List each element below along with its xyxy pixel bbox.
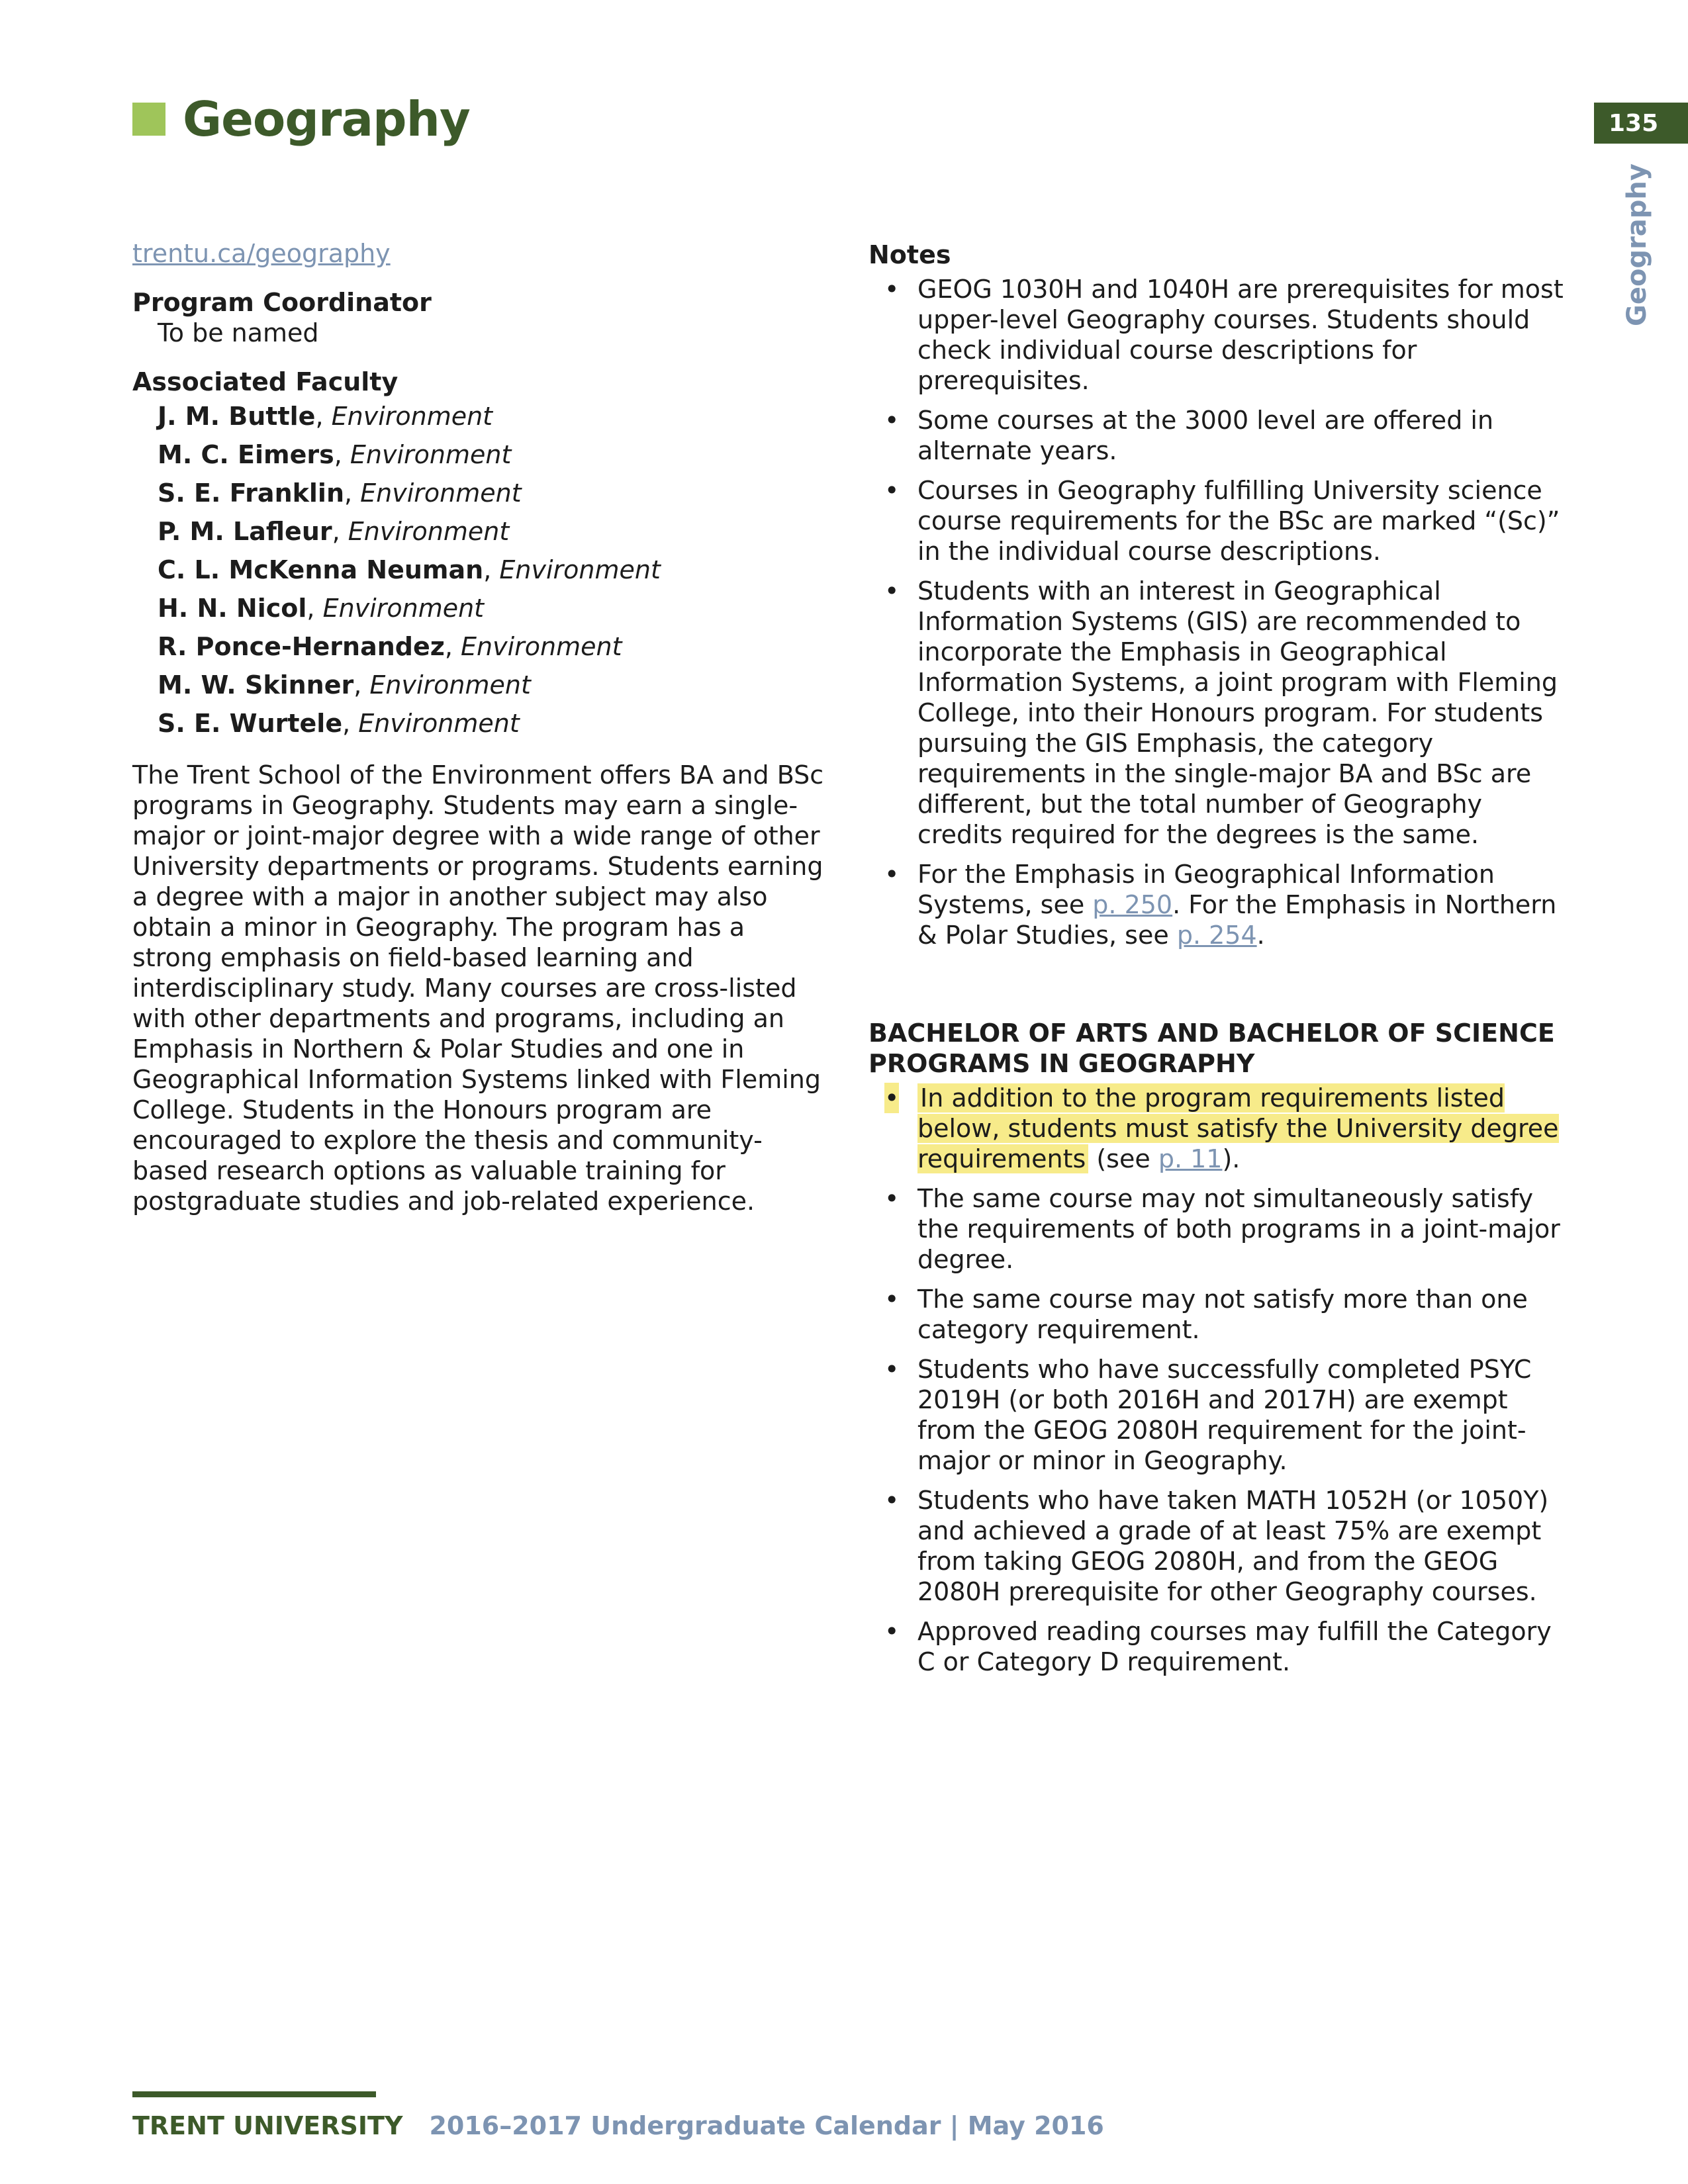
website-link[interactable]: trentu.ca/geography [132, 239, 391, 268]
side-tab-label: Geography [1622, 163, 1652, 326]
faculty-dept: Environment [360, 478, 522, 508]
title-square-icon [132, 103, 165, 136]
program-intro: The Trent School of the Environment offers BA and BSc programs in Geography. Students may earn a single-major or joint-major degree with a wide range of other University departments or programs. Students earning a degree with a major in another subject may also obtain a minor in Geography. The program has a strong emphasis on field-based learning and interdisciplinary study. Many courses are cross-listed with other departments and programs, including an Emphasis in Northern & Polar Studies and one in Geographical Information Systems linked with Fleming College. Students in the Honours program are encouraged to explore the thesis and community-based research options as valuable training for postgraduate studies and job-related experience. [132, 760, 824, 1216]
faculty-dept: Environment [499, 555, 661, 584]
faculty-dept: Environment [350, 440, 512, 469]
faculty-dept: Environment [358, 709, 520, 738]
requirement-item [868, 1183, 1570, 1275]
bullet-icon: • [884, 1285, 900, 1314]
faculty-item: S. E. Franklin, Environment [158, 478, 522, 508]
bullet-icon: • [884, 1617, 900, 1646]
bullet-icon: • [884, 1355, 900, 1384]
note-text: Students with an interest in Geographical Information Systems (GIS) are recommended to incorporate the Emphasis in Geographical Information Systems, a joint program with Fleming College, into their Honours program. For students pursuing the GIS Emphasis, the category requirements in the single-major BA and BSc are different, but the total number of Geography credits required for the degrees is the same. [917, 576, 1558, 849]
faculty-item: M. C. Eimers, Environment [158, 440, 512, 469]
note-text-part: For the Emphasis in Geographical Information Systems, see [917, 860, 1495, 919]
bullet-icon: • [884, 1083, 900, 1113]
faculty-list [132, 397, 827, 743]
note-item [868, 274, 1570, 396]
page-11-link[interactable]: p. 11 [1158, 1144, 1223, 1173]
page-254-link[interactable]: p. 254 [1176, 921, 1257, 950]
page-250-link[interactable]: p. 250 [1092, 890, 1173, 919]
faculty-name: H. N. Nicol [158, 594, 307, 623]
note-item [868, 859, 1570, 950]
ba-bsc-heading [868, 1018, 1570, 1079]
faculty-dept: Environment [331, 402, 493, 431]
note-text: Courses in Geography fulfilling University science course requirements for the BSc are marked “(Sc)” in the individual course descriptions. [917, 476, 1560, 566]
faculty-dept: Environment [461, 632, 622, 661]
faculty-item: J. M. Buttle, Environment [158, 402, 493, 431]
coordinator-label: Program Coordinator [132, 288, 432, 317]
requirement-text: The same course may not simultaneously satisfy the requirements of both programs in a joint-major degree. [917, 1184, 1560, 1274]
faculty-name: R. Ponce-Hernandez [158, 632, 445, 661]
note-text-part: . For the Emphasis in Northern & Polar Studies, see [917, 890, 1557, 950]
faculty-name: C. L. McKenna Neuman [158, 555, 484, 584]
faculty-name: M. W. Skinner [158, 670, 354, 700]
faculty-label: Associated Faculty [132, 367, 399, 396]
note-text: GEOG 1030H and 1040H are prerequisites for most upper-level Geography courses. Students should check individual course descriptions for prerequisites. [917, 275, 1564, 395]
footer [132, 2111, 1104, 2140]
bullet-icon: • [884, 1184, 900, 1213]
requirement-text: Students who have taken MATH 1052H (or 1050Y) and achieved a grade of at least 75% are exempt from taking GEOG 2080H, and from the GEOG 2080H prerequisite for other Geography courses. [917, 1486, 1549, 1606]
faculty-item: S. E. Wurtele, Environment [158, 709, 520, 738]
faculty-item: M. W. Skinner, Environment [158, 670, 531, 700]
page-header [132, 89, 470, 149]
bullet-icon: • [884, 476, 900, 505]
ba-heading-line2: PROGRAMS IN GEOGRAPHY [868, 1049, 1255, 1078]
bullet-icon: • [884, 406, 900, 435]
right-column [868, 240, 1570, 1686]
page-number: 135 [1594, 103, 1688, 144]
bullet-icon: • [884, 860, 900, 889]
bullet-icon: • [884, 1486, 900, 1515]
footer-calendar: 2016–2017 Undergraduate Calendar | May 2016 [429, 2111, 1104, 2140]
note-text: Some courses at the 3000 level are offered in alternate years. [917, 406, 1494, 465]
faculty-item: R. Ponce-Hernandez, Environment [158, 632, 622, 661]
footer-university: TRENT UNIVERSITY [132, 2111, 403, 2140]
page-title: Geography [183, 91, 470, 147]
side-tab [1617, 163, 1657, 326]
note-text-part: . [1256, 921, 1265, 950]
requirement-item [868, 1485, 1570, 1607]
footer-rule [132, 2091, 376, 2097]
ba-requirements-list [868, 1083, 1570, 1677]
faculty-name: S. E. Wurtele [158, 709, 343, 738]
faculty-dept: Environment [369, 670, 531, 700]
faculty-name: M. C. Eimers [158, 440, 334, 469]
faculty-name: P. M. Lafleur [158, 517, 332, 546]
requirement-text: Students who have successfully completed PSYC 2019H (or both 2016H and 2017H) are exempt from the GEOG 2080H requirement for the joint-major or minor in Geography. [917, 1355, 1532, 1475]
faculty-item: P. M. Lafleur, Environment [158, 517, 510, 546]
requirement-text: Approved reading courses may fulfill the Category C or Category D requirement. [917, 1617, 1552, 1676]
faculty-dept: Environment [322, 594, 485, 623]
requirement-text-part: ). [1222, 1144, 1241, 1173]
bullet-icon: • [884, 576, 900, 606]
faculty-item: H. N. Nicol, Environment [158, 594, 485, 623]
coordinator-value: To be named [158, 318, 319, 347]
highlighted-text: In addition to the program requirements listed below, students must satisfy the University degree requirements [917, 1083, 1559, 1173]
requirement-item [868, 1284, 1570, 1345]
requirement-text-part: (see [1088, 1144, 1158, 1173]
faculty-name: J. M. Buttle [158, 402, 316, 431]
bullet-icon: • [884, 275, 900, 304]
faculty-dept: Environment [348, 517, 510, 546]
requirement-item [868, 1354, 1570, 1476]
note-item [868, 475, 1570, 567]
left-column [132, 238, 827, 1242]
requirement-item [868, 1616, 1570, 1677]
faculty-name: S. E. Franklin [158, 478, 344, 508]
note-item [868, 405, 1570, 466]
note-item [868, 576, 1570, 850]
ba-heading-line1: BACHELOR OF ARTS AND BACHELOR OF SCIENCE [868, 1019, 1555, 1048]
requirement-text: The same course may not satisfy more than one category requirement. [917, 1285, 1528, 1344]
requirement-item [868, 1083, 1570, 1174]
notes-heading: Notes [868, 240, 951, 269]
notes-list [868, 274, 1570, 950]
faculty-item: C. L. McKenna Neuman, Environment [158, 555, 661, 584]
